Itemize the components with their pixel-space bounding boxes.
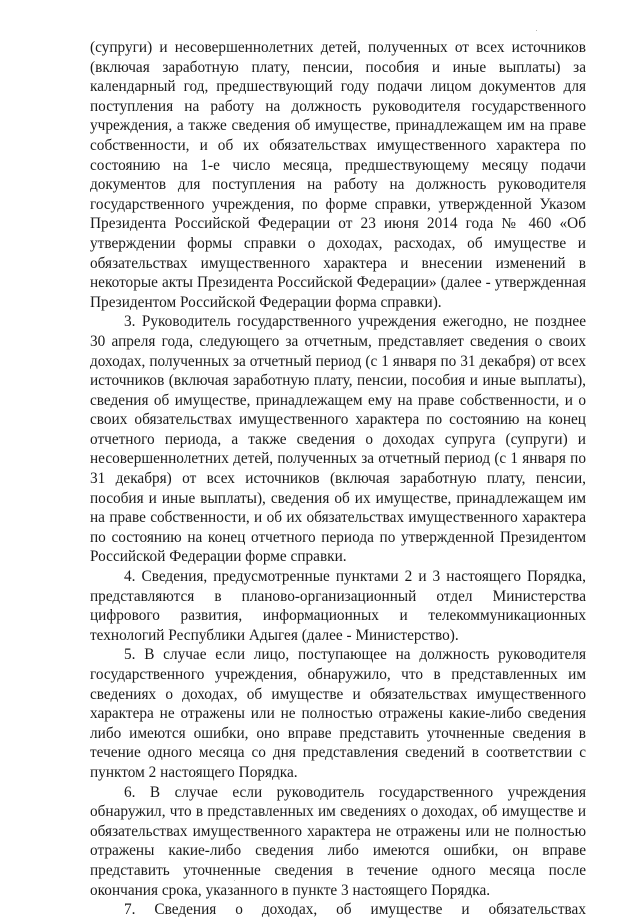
paragraph-item-4: 4. Сведения, предусмотренные пунктами 2 и 3 настоящего Порядка, представляются в планово-организационный отдел Министерства цифрового развития, информационных и телекоммуникационных технологий Республики Адыгея (далее - Министерство).	[90, 568, 586, 644]
scan-speck	[536, 30, 537, 31]
paragraph-item-7: 7. Сведения о доходах, об имуществе и обязательствах	[124, 901, 586, 919]
paragraph-continuation: (супруги) и несовершеннолетних детей, полученных от всех источников (включая заработную плату, пенсии, пособия и иные выплаты) за календарный год, предшествующий году подачи лицом документов для поступления на работу на должность руководителя государственного учреждения, а также сведения об имуществе, принадлежащем им на праве собственности, и об их обязательствах имущественного характера по состоянию на 1-е число месяца, предшествующему месяцу подачи документов для поступления на работу на должность руководителя государственного учреждения, по форме справки, утвержденной Указом Президента Российской Федерации от 23 июня 2014 года № 460 «Об утверждении формы справки о доходах, расходах, об имуществе и обязательствах имущественного характера и внесении изменений в некоторые акты Президента Российской Федерации» (далее - утвержденная Президентом Российской Федерации форма справки).	[90, 39, 586, 311]
paragraph-item-6: 6. В случае если руководитель государственного учреждения обнаружил, что в представленных им сведениях о доходах, об имуществе и обязательствах имущественного характера не отражены или не полностью отражены какие-либо сведения либо имеются ошибки, он вправе представить уточненные сведения в течение одного месяца после окончания срока, указанного в пункте 3 настоящего Порядка.	[90, 783, 586, 899]
paragraph-item-3: 3. Руководитель государственного учреждения ежегодно, не позднее 30 апреля года, следующего за отчетным, представляет сведения о своих доходах, полученных за отчетный период (с 1 января по 31 декабря) от всех источников (включая заработную плату, пенсии, пособия и иные выплаты), сведения об имуществе, принадлежащем ему на праве собственности, и о своих обязательствах имущественного характера по состоянию на конец отчетного периода, а также сведения о доходах супруга (супруги) и несовершеннолетних детей, полученных за отчетный период (с 1 января по 31 декабря) от всех источников (включая заработную плату, пенсии, пособия и иные выплаты), сведения об их имуществе, принадлежащем им на праве собственности, и об их обязательствах имущественного характера по состоянию на конец отчетного периода по утвержденной Президентом Российской Федерации форме справки.	[90, 313, 586, 566]
paragraph-item-5: 5. В случае если лицо, поступающее на должность руководителя государственного учреждения, обнаружило, что в представленных им сведениях о доходах, об имуществе и обязательствах имущественного характера не отражены или не полностью отражены какие-либо сведения либо имеются ошибки, оно вправе представить уточненные сведения в течение одного месяца со дня представления сведений в соответствии с пунктом 2 настоящего Порядка.	[90, 646, 586, 781]
document-body	[90, 38, 586, 920]
